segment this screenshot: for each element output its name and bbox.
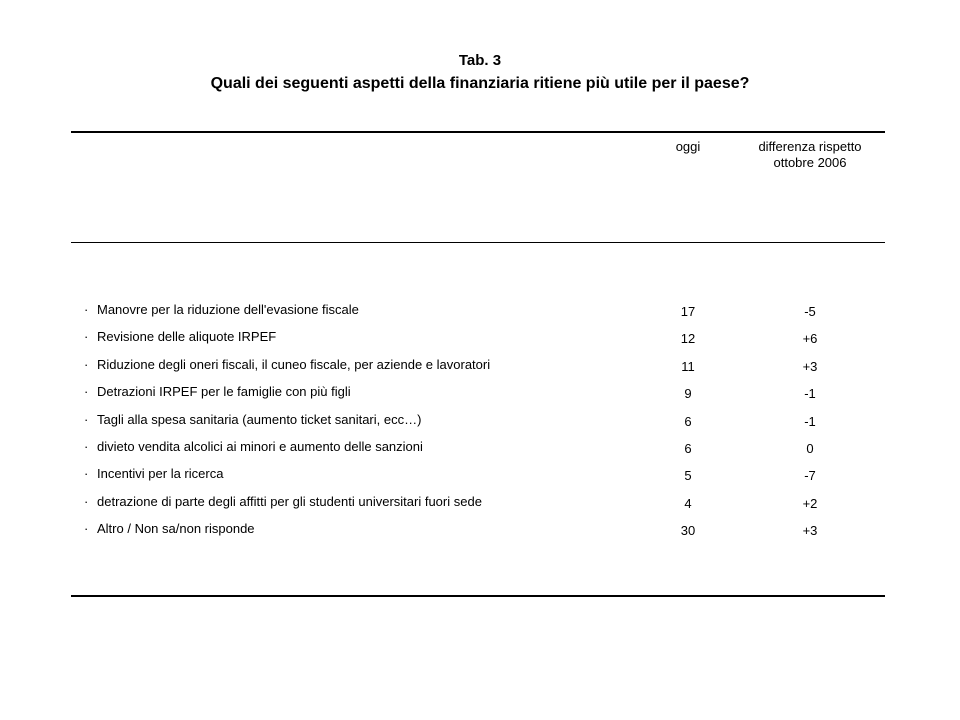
top-rule xyxy=(71,131,885,133)
table-body xyxy=(0,301,960,548)
row-value-oggi: 9 xyxy=(684,386,692,402)
row-value-oggi: 17 xyxy=(680,304,696,319)
table-row xyxy=(0,520,960,547)
row-label: Revisione delle aliquote IRPEF xyxy=(97,329,277,345)
bullet-icon: · xyxy=(84,302,89,317)
row-value-diff: +3 xyxy=(802,523,818,539)
table-row xyxy=(0,411,960,438)
row-value-diff: +2 xyxy=(802,495,818,511)
header-rule xyxy=(71,242,885,243)
row-value-oggi: 30 xyxy=(680,523,696,539)
table-title-block xyxy=(0,52,960,94)
row-label: detrazione di parte degli affitti per gli studenti universitari fuori sede xyxy=(97,493,482,509)
row-value-diff: -1 xyxy=(804,413,816,429)
column-header-oggi xyxy=(648,139,728,155)
table-row xyxy=(0,328,960,355)
row-label: Riduzione degli oneri fiscali, il cuneo fiscale, per aziende e lavoratori xyxy=(97,356,491,372)
bullet-icon: · xyxy=(84,521,89,537)
table-row xyxy=(0,465,960,492)
row-value-oggi: 4 xyxy=(684,495,692,511)
column-header-oggi-label: oggi xyxy=(675,139,701,154)
table-row xyxy=(0,438,960,465)
bullet-icon: · xyxy=(84,493,89,509)
column-header-diff-line1: differenza rispetto xyxy=(758,139,862,154)
row-value-diff: +3 xyxy=(802,358,818,374)
row-value-diff: +6 xyxy=(802,331,818,347)
bullet-icon: · xyxy=(84,466,89,482)
bullet-icon: · xyxy=(84,438,89,454)
table-number: Tab. 3 xyxy=(458,52,502,69)
row-value-diff: -1 xyxy=(804,386,816,402)
column-header-diff xyxy=(730,139,890,171)
table-row xyxy=(0,493,960,520)
row-value-oggi: 5 xyxy=(684,468,692,484)
table-row xyxy=(0,301,960,328)
table-row xyxy=(0,356,960,383)
row-value-diff: 0 xyxy=(806,440,814,456)
row-label: Detrazioni IRPEF per le famiglie con più figli xyxy=(97,384,351,400)
bullet-icon: · xyxy=(84,411,89,427)
row-label: Manovre per la riduzione dell'evasione fiscale xyxy=(97,302,359,317)
row-label: Altro / Non sa/non risponde xyxy=(97,521,255,537)
row-value-diff: -7 xyxy=(804,468,816,484)
table-row xyxy=(0,383,960,410)
row-value-oggi: 6 xyxy=(684,440,692,456)
row-label: Incentivi per la ricerca xyxy=(97,466,224,482)
row-value-oggi: 11 xyxy=(681,358,695,374)
bullet-icon: · xyxy=(84,384,89,400)
bottom-rule xyxy=(71,595,885,597)
bullet-icon: · xyxy=(84,356,89,372)
row-value-diff: -5 xyxy=(804,304,816,319)
bullet-icon: · xyxy=(84,329,89,345)
row-label: divieto vendita alcolici ai minori e aumento delle sanzioni xyxy=(97,438,423,454)
row-value-oggi: 6 xyxy=(684,413,692,429)
table-question: Quali dei seguenti aspetti della finanziaria ritiene più utile per il paese? xyxy=(210,75,750,92)
row-label: Tagli alla spesa sanitaria (aumento ticket sanitari, ecc…) xyxy=(97,411,422,427)
column-header-diff-line2: ottobre 2006 xyxy=(773,155,847,170)
row-value-oggi: 12 xyxy=(680,331,696,347)
